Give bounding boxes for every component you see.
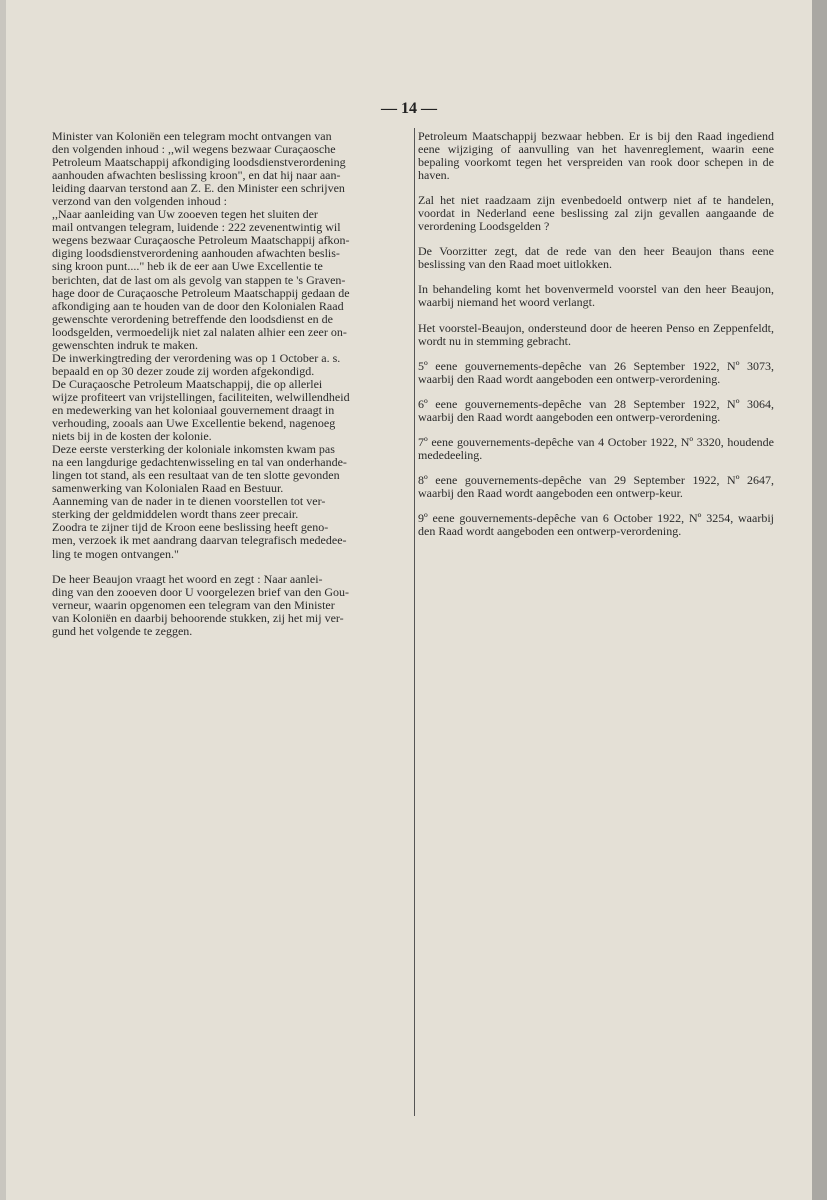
text-line: loodsgelden, vermoedelijk niet zal nalaten alhier een zeer on-	[52, 324, 347, 339]
paragraph: Het voorstel-Beaujon, ondersteund door de heeren Penso en Zeppenfeldt, wordt nu in stemming gebracht.	[418, 320, 774, 348]
text-line: Minister van Koloniën een telegram mocht ontvangen van	[52, 129, 332, 143]
paragraph: 9º eene gouvernements-depêche van 6 October 1922, Nº 3254, waarbij den Raad wordt aangeboden een ontwerp-verordening.	[418, 510, 774, 539]
text-line: wijze profiteert van vrijstellingen, faciliteiten, welwillendheid	[52, 389, 350, 404]
text-line: leiding daarvan terstond aan Z. E. den Minister een schrijven	[52, 181, 345, 196]
paragraph-gap	[418, 386, 774, 398]
paragraph-gap	[418, 424, 774, 436]
text-line: berichten, dat de last om als gevolg van stappen te 's Graven-	[52, 272, 346, 287]
document-page	[6, 0, 812, 1200]
text-line: den volgenden inhoud : ,,wil wegens bezwaar Curaçaosche	[52, 142, 336, 157]
paragraph: 6º eene gouvernements-depêche van 28 September 1922, Nº 3064, waarbij den Raad wordt aangeboden een ontwerp-verordening.	[418, 396, 774, 424]
text-line: afkondiging aan te houden van de door den Kolonialen Raad	[52, 298, 344, 313]
text-line: gewenschte verordening betreffende den loodsdienst en de	[52, 311, 334, 326]
paragraph: 8º eene gouvernements-depêche van 29 September 1922, Nº 2647, waarbij den Raad wordt aangeboden een ontwerp-keur.	[418, 472, 774, 500]
paragraph-gap	[52, 561, 410, 573]
text-line: sing kroon punt...." heb ik de eer aan Uwe Excellentie te	[52, 259, 323, 274]
left-column	[52, 130, 410, 638]
paragraph: 7º eene gouvernements-depêche van 4 October 1922, Nº 3320, houdende mededeeling.	[418, 434, 774, 462]
text-line: bepaald en op 30 dezer zoude zij worden afgekondigd.	[52, 363, 315, 378]
paragraph-gap	[418, 348, 774, 360]
paragraph-gap	[418, 538, 774, 550]
text-line: mail ontvangen telegram, luidende : 222 zevenentwintig wil	[52, 220, 341, 235]
page-number: — 14 —	[381, 100, 437, 117]
paragraph: Petroleum Maatschappij bezwaar hebben. Er is bij den Raad ingediend eene wijziging of aanvulling van het havenreglement, waarin eene bepaling voorkomt tegen het verspreiden van rook door schepen in de haven.	[418, 129, 774, 183]
text-line: niets bij in de kosten der kolonie.	[52, 429, 212, 444]
text-line: Deze eerste versterking der koloniale inkomsten kwam pas	[52, 442, 335, 457]
text-line: Petroleum Maatschappij afkondiging loodsdienstverordening	[52, 155, 346, 170]
text-line: gund het volgende te zeggen.	[52, 623, 193, 638]
text-line: verzond van den volgenden inhoud :	[52, 194, 227, 209]
paragraph: 5º eene gouvernements-depêche van 26 September 1922, Nº 3073, waarbij den Raad wordt aangeboden een ontwerp-verordening.	[418, 358, 774, 386]
text-line: en medewerking van het koloniaal gouvernement draagt in	[52, 402, 335, 417]
right-column	[418, 130, 774, 550]
text-line: na een langdurige gedachtenwisseling en tal van onderhande-	[52, 455, 347, 470]
text-line: sterking der geldmiddelen wordt thans zeer precair.	[52, 507, 299, 522]
text-line: aanhouden afwachten beslissing kroon", en dat hij naar aan-	[52, 168, 341, 183]
text-line: verneur, waarin opgenomen een telegram van den Minister	[52, 597, 335, 612]
text-line: samenwerking van Kolonialen Raad en Bestuur.	[52, 481, 284, 496]
paragraph: De Voorzitter zegt, dat de rede van den heer Beaujon thans eene beslissing van den Raad moet uitlokken.	[418, 244, 774, 272]
paragraph: Zal het niet raadzaam zijn evenbedoeld ontwerp niet af te handelen, voordat in Nederland eene beslissing zal zijn gevallen aangaande de verordening Loodsgelden ?	[418, 193, 774, 234]
text-line: Zoodra te zijner tijd de Kroon eene beslissing heeft geno-	[52, 520, 329, 535]
text-line: wegens bezwaar Curaçaosche Petroleum Maatschappij afkon-	[52, 233, 350, 248]
paragraph: In behandeling komt het bovenvermeld voorstel van den heer Beaujon, waarbij niemand het woord verlangt.	[418, 282, 774, 310]
text-line: men, verzoek ik met aandrang daarvan telegrafisch mededee-	[52, 533, 347, 548]
text-line: hage door de Curaçaosche Petroleum Maatschappij gedaan de	[52, 285, 350, 300]
text-line: gewenschten indruk te maken.	[52, 337, 198, 352]
text-line: Aanneming van de nader in te dienen voorstellen tot ver-	[52, 494, 326, 509]
scan-page-edge	[812, 0, 827, 1200]
text-line: lingen tot stand, als een resultaat van de ten slotte gevonden	[52, 468, 340, 483]
text-line: van Koloniën en daarbij behoorende stukken, zij het mij ver-	[52, 610, 344, 625]
paragraph-gap	[418, 310, 774, 322]
text-line: De Curaçaosche Petroleum Maatschappij, die op allerlei	[52, 376, 323, 391]
column-divider	[414, 128, 415, 1116]
text-line: De heer Beaujon vraagt het woord en zegt : Naar aanlei-	[52, 571, 323, 586]
text-line: De inwerkingtreding der verordening was op 1 October a. s.	[52, 350, 341, 365]
text-line: verhouding, zooals aan Uwe Excellentie bekend, nagenoeg	[52, 416, 336, 431]
text-line: ,,Naar aanleiding van Uw zooeven tegen het sluiten der	[52, 207, 318, 222]
text-line: ding van den zooeven door U voorgelezen brief van den Gou-	[52, 584, 350, 599]
text-line: ling te mogen ontvangen."	[52, 546, 179, 561]
text-line: diging loodsdienstverordening aanhouden afwachten beslis-	[52, 246, 340, 261]
